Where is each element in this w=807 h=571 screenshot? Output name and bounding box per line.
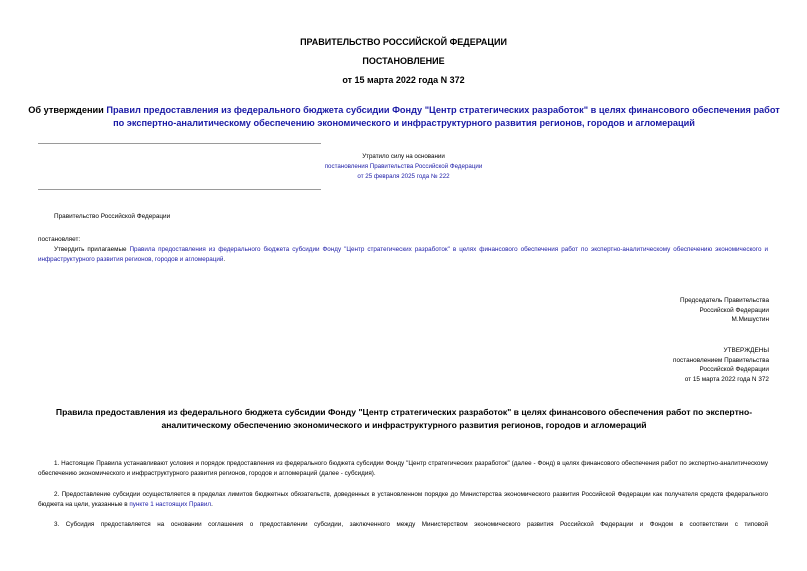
signature-block: [569, 296, 769, 325]
approve-suffix: .: [223, 255, 226, 263]
government-line: Правительство Российской Федерации: [54, 213, 171, 220]
annulment-decree-link[interactable]: постановления Правительства Российской Федерации: [324, 162, 483, 170]
resolves-line: постановляет:: [38, 236, 81, 243]
divider-top: [38, 143, 321, 144]
approved-block: [569, 346, 769, 384]
approved-line-4: от 15 марта 2022 года N 372: [684, 375, 769, 383]
paragraph-2-text: 2. Предоставление субсидии осуществляется в пределах лимитов бюджетных обязательств, доведенных в установленном порядке до Министерства экономического развития Российской Федерации как получателя средств федерального бюджета на цели, указанные в: [38, 491, 768, 508]
title-rules-link[interactable]: Правил предоставления из федерального бюджета субсидии Фонду "Центр стратегических разработок" в целях финансового обеспечения работ по экспертно-аналитическому обеспечению экономического и инфраструктурного развития регионов, городов и агломераций: [106, 105, 780, 128]
rules-paragraph-3: 3. Субсидия предоставляется на основании соглашения о предоставлении субсидии, заключенного между Министерством экономического развития Российской Федерации и Фондом в соответствии с типовой: [54, 521, 768, 528]
rules-paragraph-2: [38, 490, 768, 509]
approved-line-3: Российской Федерации: [699, 366, 769, 374]
signature-line-1: Председатель Правительства: [680, 297, 769, 304]
approved-line-1: УТВЕРЖДЕНЫ: [723, 347, 769, 354]
paragraph-2-link[interactable]: пункте 1 настоящих Правил: [129, 500, 212, 508]
annulment-note: [300, 152, 507, 181]
rules-paragraph-1: 1. Настоящие Правила устанавливают условия и порядок предоставления из федерального бюджета субсидии Фонду "Центр стратегических разработок" (далее - Фонд) в целях финансового обеспечения работ по экспертно-аналитическому обеспечению экономического и инфраструктурного развития регионов, городов и агломераций (далее - субсидия).: [38, 460, 768, 477]
document-date-number: от 15 марта 2022 года N 372: [342, 75, 465, 85]
document-title: [28, 104, 780, 130]
rules-title: Правила предоставления из федерального бюджета субсидии Фонду "Центр стратегических разработок" в целях финансового обеспечения работ по экспертно-аналитическому обеспечению экономического и инфраструктурного развития регионов, городов и агломераций: [55, 407, 753, 430]
approve-rules-link[interactable]: Правила предоставления из федерального бюджета субсидии Фонду "Центр стратегических разработок" в целях финансового обеспечения работ по экспертно-аналитическому обеспечению экономического и инфраструктурного развития регионов, городов и агломераций: [38, 246, 768, 263]
government-heading: ПРАВИТЕЛЬСТВО РОССИЙСКОЙ ФЕДЕРАЦИИ: [300, 37, 507, 47]
divider-bottom: [38, 189, 321, 190]
signature-line-2: Российской Федерации: [699, 306, 769, 314]
annulment-decree-date-link[interactable]: от 25 февраля 2025 года № 222: [357, 172, 450, 180]
annulment-line-1: Утратило силу на основании: [362, 153, 445, 160]
approved-line-2: постановлением Правительства: [673, 356, 769, 364]
approve-prefix: Утвердить прилагаемые: [54, 246, 130, 253]
paragraph-2-suffix: .: [211, 500, 213, 508]
title-prefix: Об утверждении: [28, 105, 107, 115]
approve-paragraph: [38, 245, 768, 264]
signature-name: М.Мишустин: [731, 316, 769, 324]
document-type-heading: ПОСТАНОВЛЕНИЕ: [362, 56, 445, 66]
